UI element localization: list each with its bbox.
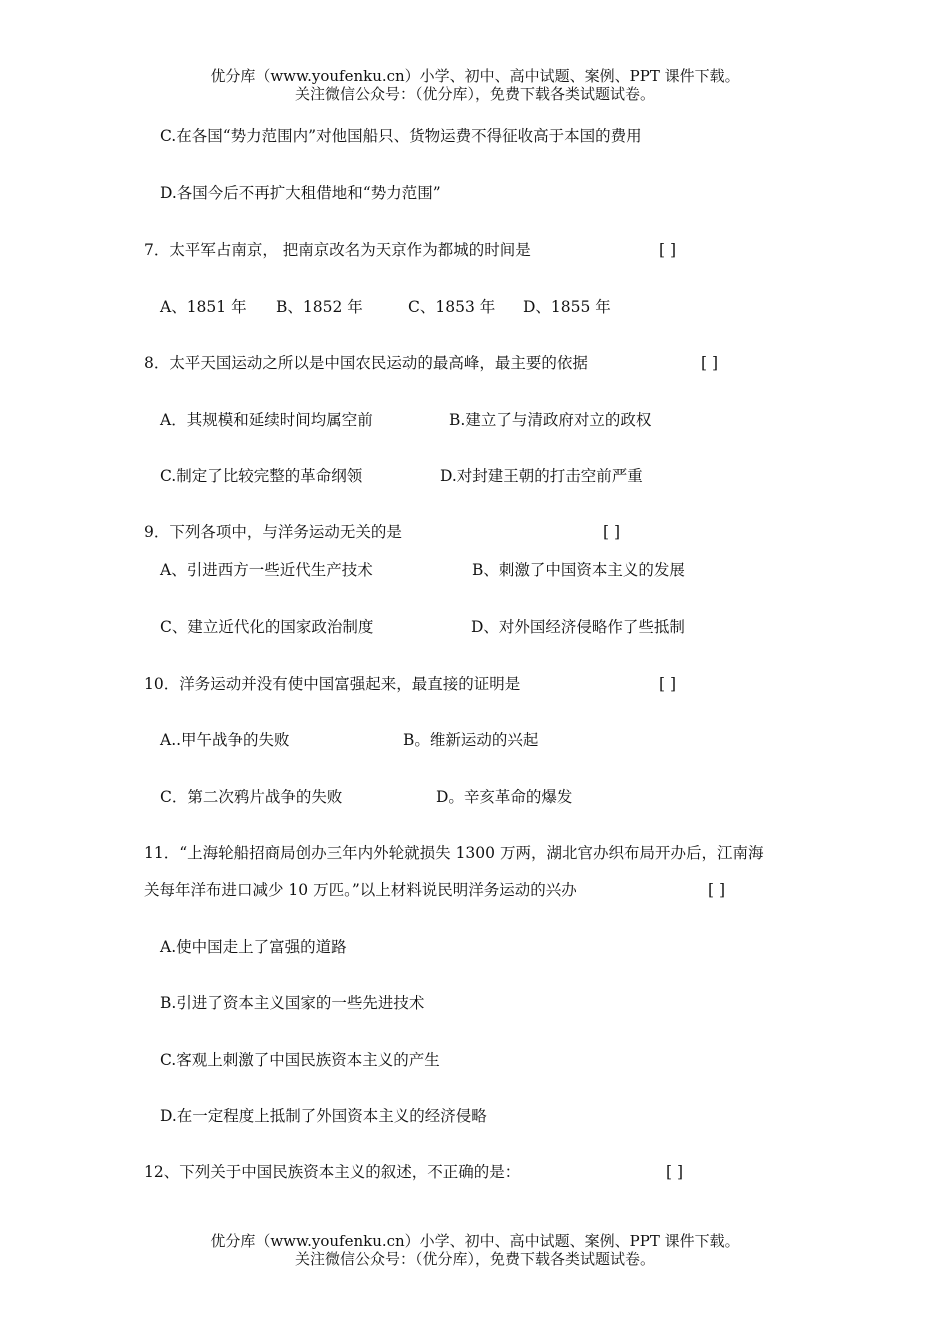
page-header — [0, 67, 950, 103]
q8-option-d: D.对封建王朝的打击空前严重 — [440, 467, 643, 485]
footer-line-2: 关注微信公众号：（优分库），免费下载各类试题试卷。 — [294, 1250, 655, 1268]
q11-option-a: A.使中国走上了富强的道路 — [160, 938, 347, 956]
q7-option-a: A、1851 年 — [160, 298, 247, 316]
q7-answer-bracket: [ ] — [659, 241, 677, 259]
q9-option-d: D、对外国经济侵略作了些抵制 — [471, 618, 685, 636]
q6-option-c: C.在各国“势力范围内”对他国船只、货物运费不得征收高于本国的费用 — [160, 127, 642, 145]
q12-answer-bracket: [ ] — [666, 1163, 684, 1181]
q10-option-d: D。辛亥革命的爆发 — [436, 788, 573, 806]
q11-answer-bracket: [ ] — [708, 881, 726, 899]
footer-line-1: 优分库（www.youfenku.cn）小学、初中、高中试题、案例、PPT 课件下载。 — [210, 1232, 740, 1250]
q8-stem: 8．太平天国运动之所以是中国农民运动的最高峰，最主要的依据 — [144, 354, 588, 372]
q6-option-d: D.各国今后不再扩大租借地和“势力范围” — [160, 184, 441, 202]
q8-option-a: A．其规模和延续时间均属空前 — [160, 411, 373, 429]
q10-option-b: B。维新运动的兴起 — [403, 731, 539, 749]
q10-stem: 10．洋务运动并没有使中国富强起来，最直接的证明是 — [144, 675, 521, 693]
q11-option-d: D.在一定程度上抵制了外国资本主义的经济侵略 — [160, 1107, 487, 1125]
q11-option-b: B.引进了资本主义国家的一些先进技术 — [160, 994, 425, 1012]
q9-option-b: B、刺激了中国资本主义的发展 — [472, 561, 685, 579]
q11-option-c: C.客观上刺激了中国民族资本主义的产生 — [160, 1051, 440, 1069]
page-footer — [0, 1232, 950, 1268]
header-line-2: 关注微信公众号：（优分库），免费下载各类试题试卷。 — [294, 85, 655, 103]
q10-option-c: C．第二次鸦片战争的失败 — [160, 788, 343, 806]
q9-stem: 9．下列各项中，与洋务运动无关的是 — [144, 523, 402, 541]
q7-stem: 7．太平军占南京， 把南京改名为天京作为都城的时间是 — [144, 241, 531, 259]
q11-stem-line-1: 11．“上海轮船招商局创办三年内外轮就损失 1300 万两，湖北官办织布局开办后，江南海 — [144, 844, 764, 862]
q10-option-a: A..甲午战争的失败 — [160, 731, 290, 749]
q9-option-c: C、建立近代化的国家政治制度 — [160, 618, 374, 636]
q12-stem: 12、下列关于中国民族资本主义的叙述，不正确的是： — [144, 1163, 521, 1181]
q8-option-b: B.建立了与清政府对立的政权 — [449, 411, 652, 429]
q10-answer-bracket: [ ] — [659, 675, 677, 693]
q8-answer-bracket: [ ] — [701, 354, 719, 372]
q7-option-d: D、1855 年 — [523, 298, 611, 316]
header-line-1: 优分库（www.youfenku.cn）小学、初中、高中试题、案例、PPT 课件下载。 — [210, 67, 740, 85]
q9-option-a: A、引进西方一些近代生产技术 — [160, 561, 373, 579]
q9-answer-bracket: [ ] — [603, 523, 621, 541]
q8-option-c: C.制定了比较完整的革命纲领 — [160, 467, 363, 485]
q7-option-b: B、1852 年 — [276, 298, 363, 316]
q7-option-c: C、1853 年 — [408, 298, 496, 316]
q11-stem-line-2: 关每年洋布进口减少 10 万匹。”以上材料说民明洋务运动的兴办 — [144, 881, 577, 899]
